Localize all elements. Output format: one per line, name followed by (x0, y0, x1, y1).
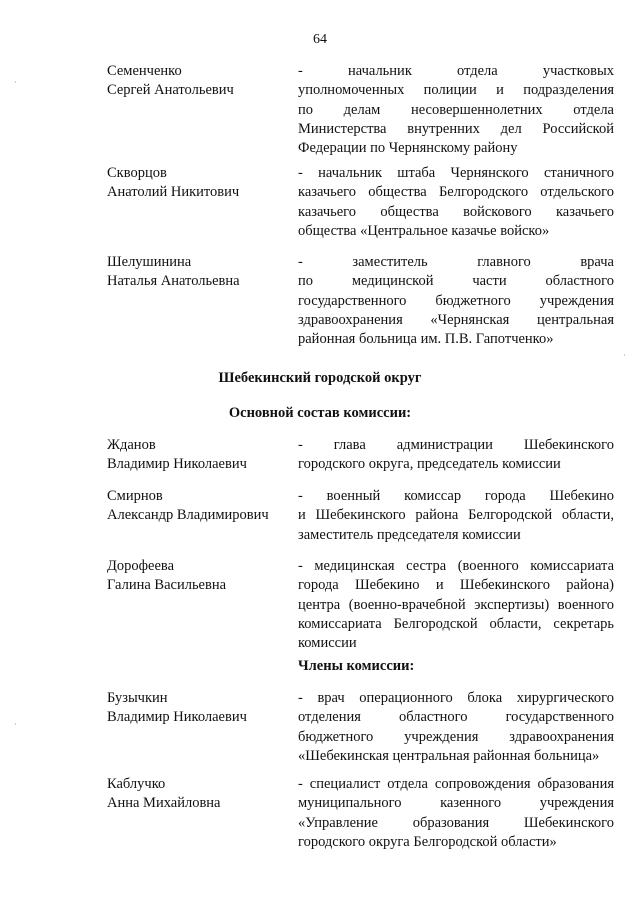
member-given-names: Сергей Анатольевич (107, 82, 234, 99)
member-surname: Смирнов (107, 488, 163, 504)
member-name (107, 689, 292, 728)
main-composition-title: Основной состав комиссии: (228, 405, 412, 421)
role-line: комиссии (298, 635, 357, 652)
role-line: Федерации по Чернянскому району (298, 140, 518, 157)
role-line: города Шебекино и Шебекинского района) (298, 577, 614, 594)
member-given-names: Наталья Анатольевна (107, 273, 240, 290)
role-line: муниципального казенного учреждения (298, 795, 614, 812)
role-line: - глава администрации Шебекинского (298, 437, 614, 453)
role-line: по медицинской части областного (298, 273, 614, 290)
role-line: - военный комиссар города Шебекино (298, 488, 614, 504)
member-surname: Шелушинина (107, 254, 192, 270)
scan-mark: · (14, 720, 17, 729)
role-line: центра (военно-врачебной экспертизы) военного (298, 596, 614, 613)
role-line: Министерства внутренних дел Российской (298, 120, 614, 137)
member-given-names: Анна Михайловна (107, 795, 221, 812)
section-title: Шебекинский городской округ (218, 370, 422, 386)
scan-mark: · (623, 351, 626, 360)
member-surname: Жданов (107, 437, 156, 453)
role-line: общества «Центральное казачье войско» (298, 222, 550, 239)
role-line: заместитель председателя комиссии (298, 526, 521, 543)
role-line: «Управление образования Шебекинского (298, 814, 614, 831)
role-line: - медицинская сестра (военного комиссариата (298, 558, 614, 574)
role-line: «Шебекинская центральная районная больница» (298, 747, 600, 764)
member-name (107, 436, 292, 475)
member-role (298, 436, 614, 475)
role-line: и Шебекинского района Белгородской области, (298, 507, 614, 524)
role-line: - начальник отдела участковых (298, 63, 614, 79)
member-name (107, 775, 292, 814)
member-name (107, 557, 292, 596)
role-line: бюджетного учреждения здравоохранения (298, 728, 614, 745)
member-name (107, 164, 292, 203)
member-name (107, 62, 292, 101)
member-surname: Дорофеева (107, 558, 174, 574)
role-line: комиссариата Белгородской области, секретарь (298, 615, 614, 632)
role-line: по делам несовершеннолетних отдела (298, 101, 614, 118)
member-given-names: Александр Владимирович (107, 507, 269, 524)
role-line: казачьего общества войскового казачьего (298, 203, 614, 220)
member-surname: Каблучко (107, 776, 166, 792)
role-line: - специалист отдела сопровождения образования (298, 776, 614, 792)
role-line: - заместитель главного врача (298, 254, 614, 270)
member-surname: Семенченко (107, 63, 182, 79)
role-line: городского округа Белгородской области» (298, 833, 557, 850)
members-title: Члены комиссии: (298, 658, 415, 674)
role-line: казачьего общества Белгородского отдельского (298, 184, 614, 201)
page-number: 64 (313, 32, 327, 47)
member-role (298, 62, 614, 158)
member-role (298, 487, 614, 545)
member-role (298, 253, 614, 349)
member-surname: Бузычкин (107, 690, 168, 706)
member-role (298, 689, 614, 766)
role-line: отделения областного государственного (298, 709, 614, 726)
role-line: уполномоченных полиции и подразделения (298, 82, 614, 99)
member-given-names: Анатолий Никитович (107, 184, 240, 201)
role-line: государственного бюджетного учреждения (298, 292, 614, 309)
member-given-names: Галина Васильевна (107, 577, 227, 594)
member-given-names: Владимир Николаевич (107, 456, 247, 473)
member-role (298, 164, 614, 241)
member-surname: Скворцов (107, 165, 167, 181)
role-line: - врач операционного блока хирургического (298, 690, 614, 706)
role-line: районная больница им. П.В. Гапотченко» (298, 331, 554, 348)
scan-mark: · (14, 78, 17, 87)
member-given-names: Владимир Николаевич (107, 709, 247, 726)
member-name (107, 487, 292, 526)
role-line: городского округа, председатель комиссии (298, 456, 561, 473)
member-role (298, 775, 614, 852)
member-name (107, 253, 292, 292)
member-role (298, 557, 614, 653)
role-line: - начальник штаба Чернянского станичного (298, 165, 614, 181)
role-line: здравоохранения «Чернянская центральная (298, 311, 614, 328)
